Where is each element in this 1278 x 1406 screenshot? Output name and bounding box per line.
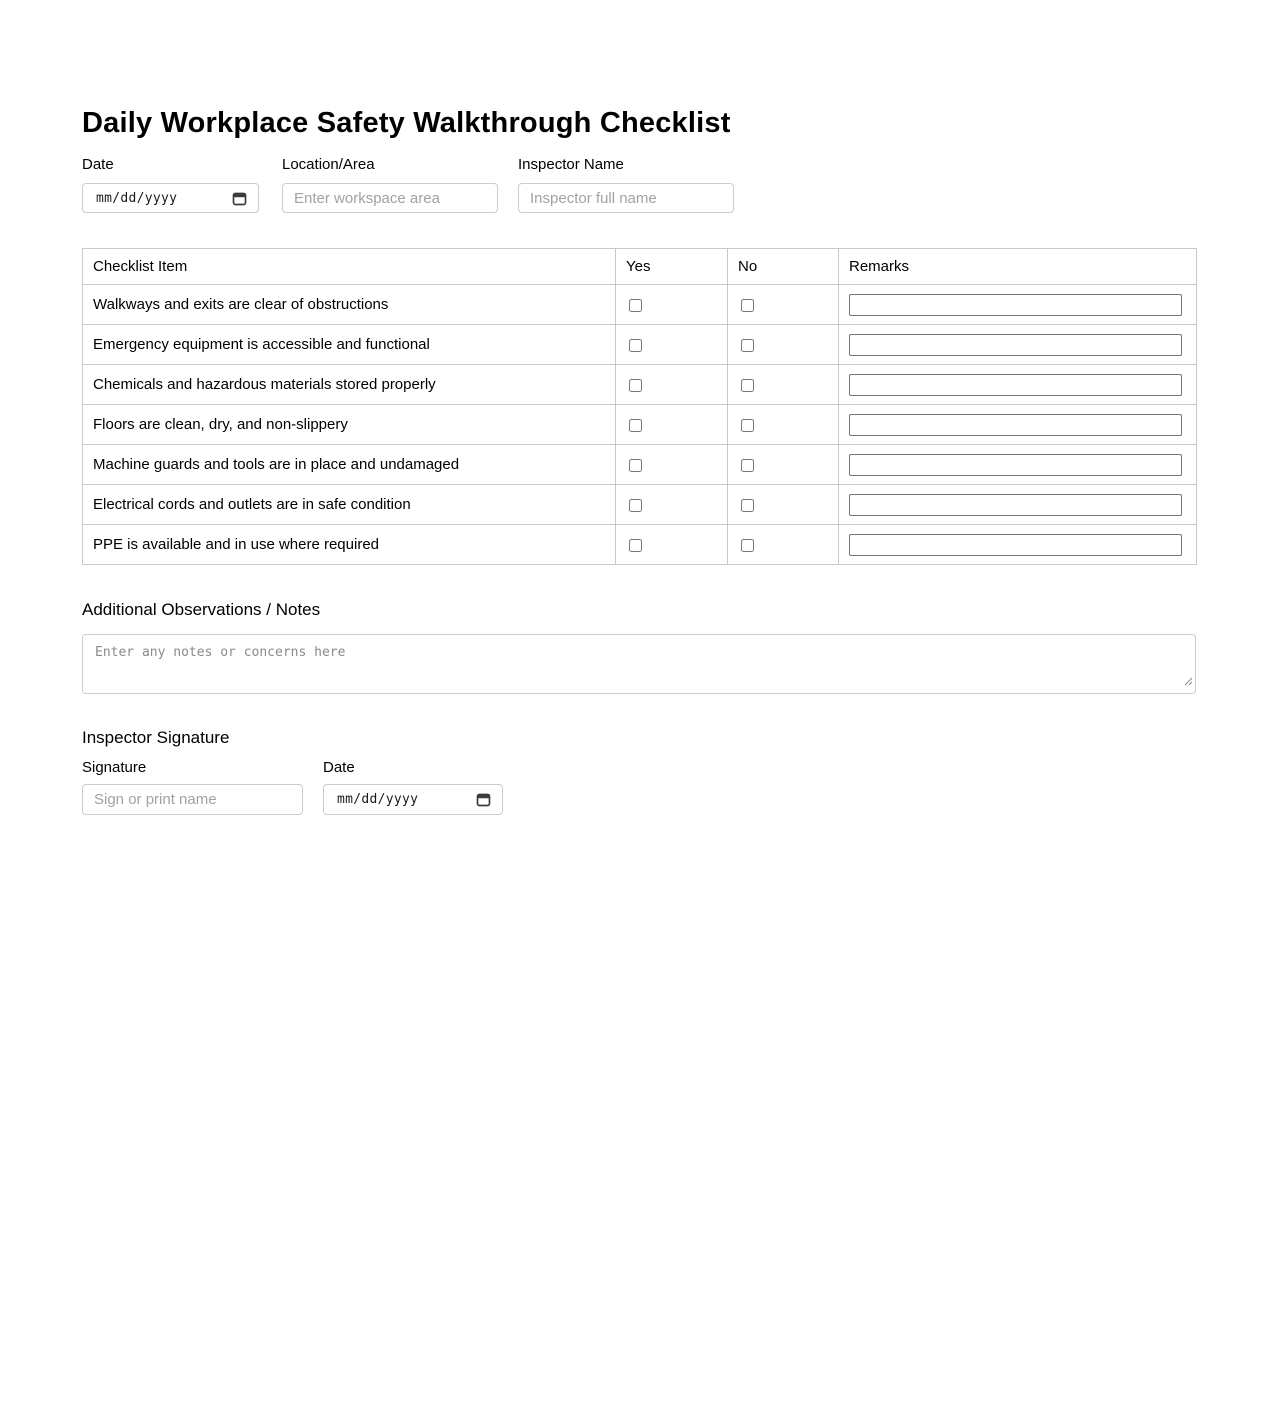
table-row [83, 405, 1197, 445]
table-header-row [83, 249, 1197, 285]
table-row [83, 285, 1197, 325]
notes-heading: Additional Observations / Notes [82, 600, 321, 619]
no-checkbox[interactable] [741, 419, 754, 432]
checklist-item-label: Emergency equipment is accessible and functional [83, 325, 616, 365]
column-header-yes: Yes [616, 249, 728, 285]
calendar-icon[interactable] [232, 191, 247, 206]
date-label: Date [82, 156, 114, 173]
notes-area [82, 634, 1196, 694]
signature-input[interactable] [82, 784, 303, 815]
form-page [82, 106, 1196, 815]
inspector-field [518, 156, 734, 213]
yes-checkbox[interactable] [629, 299, 642, 312]
no-checkbox[interactable] [741, 379, 754, 392]
table-row [83, 365, 1197, 405]
yes-checkbox[interactable] [629, 499, 642, 512]
yes-checkbox[interactable] [629, 459, 642, 472]
date-input-value: mm/dd/yyyy [96, 190, 178, 206]
signature-fields-row [82, 759, 1196, 815]
checklist-item-label: Electrical cords and outlets are in safe condition [83, 485, 616, 525]
date-field [82, 156, 259, 213]
signature-date-field [323, 759, 503, 815]
signature-section-heading: Inspector Signature [82, 728, 230, 747]
remarks-input[interactable] [849, 334, 1182, 356]
header-fields-row [82, 156, 1196, 213]
column-header-remarks: Remarks [839, 249, 1197, 285]
no-checkbox[interactable] [741, 299, 754, 312]
checklist-item-label: Walkways and exits are clear of obstructions [83, 285, 616, 325]
signature-date-value: mm/dd/yyyy [337, 792, 419, 807]
no-checkbox[interactable] [741, 539, 754, 552]
table-row [83, 525, 1197, 565]
yes-checkbox[interactable] [629, 379, 642, 392]
yes-checkbox[interactable] [629, 539, 642, 552]
signature-field [82, 759, 303, 815]
checklist-item-label: Floors are clean, dry, and non-slippery [83, 405, 616, 445]
checklist-table [82, 248, 1197, 565]
remarks-input[interactable] [849, 294, 1182, 316]
signature-date-input[interactable] [323, 784, 503, 815]
table-row [83, 445, 1197, 485]
signature-date-label: Date [323, 759, 355, 776]
checklist-item-label: PPE is available and in use where required [83, 525, 616, 565]
no-checkbox[interactable] [741, 459, 754, 472]
page-title: Daily Workplace Safety Walkthrough Checklist [82, 107, 731, 139]
calendar-icon[interactable] [476, 792, 491, 807]
signature-label: Signature [82, 759, 147, 776]
yes-checkbox[interactable] [629, 419, 642, 432]
yes-checkbox[interactable] [629, 339, 642, 352]
location-label: Location/Area [282, 156, 375, 173]
date-input[interactable] [82, 183, 259, 213]
no-checkbox[interactable] [741, 499, 754, 512]
inspector-name-input[interactable] [518, 183, 734, 213]
no-checkbox[interactable] [741, 339, 754, 352]
remarks-input[interactable] [849, 454, 1182, 476]
remarks-input[interactable] [849, 534, 1182, 556]
inspector-name-label: Inspector Name [518, 156, 624, 173]
remarks-input[interactable] [849, 414, 1182, 436]
location-field [282, 156, 498, 213]
column-header-item: Checklist Item [83, 249, 616, 285]
remarks-input[interactable] [849, 494, 1182, 516]
notes-textarea[interactable] [82, 634, 1196, 694]
table-row [83, 485, 1197, 525]
location-input[interactable] [282, 183, 498, 213]
checklist-item-label: Machine guards and tools are in place and undamaged [83, 445, 616, 485]
checklist-item-label: Chemicals and hazardous materials stored properly [83, 365, 616, 405]
column-header-no: No [728, 249, 839, 285]
remarks-input[interactable] [849, 374, 1182, 396]
table-row [83, 325, 1197, 365]
